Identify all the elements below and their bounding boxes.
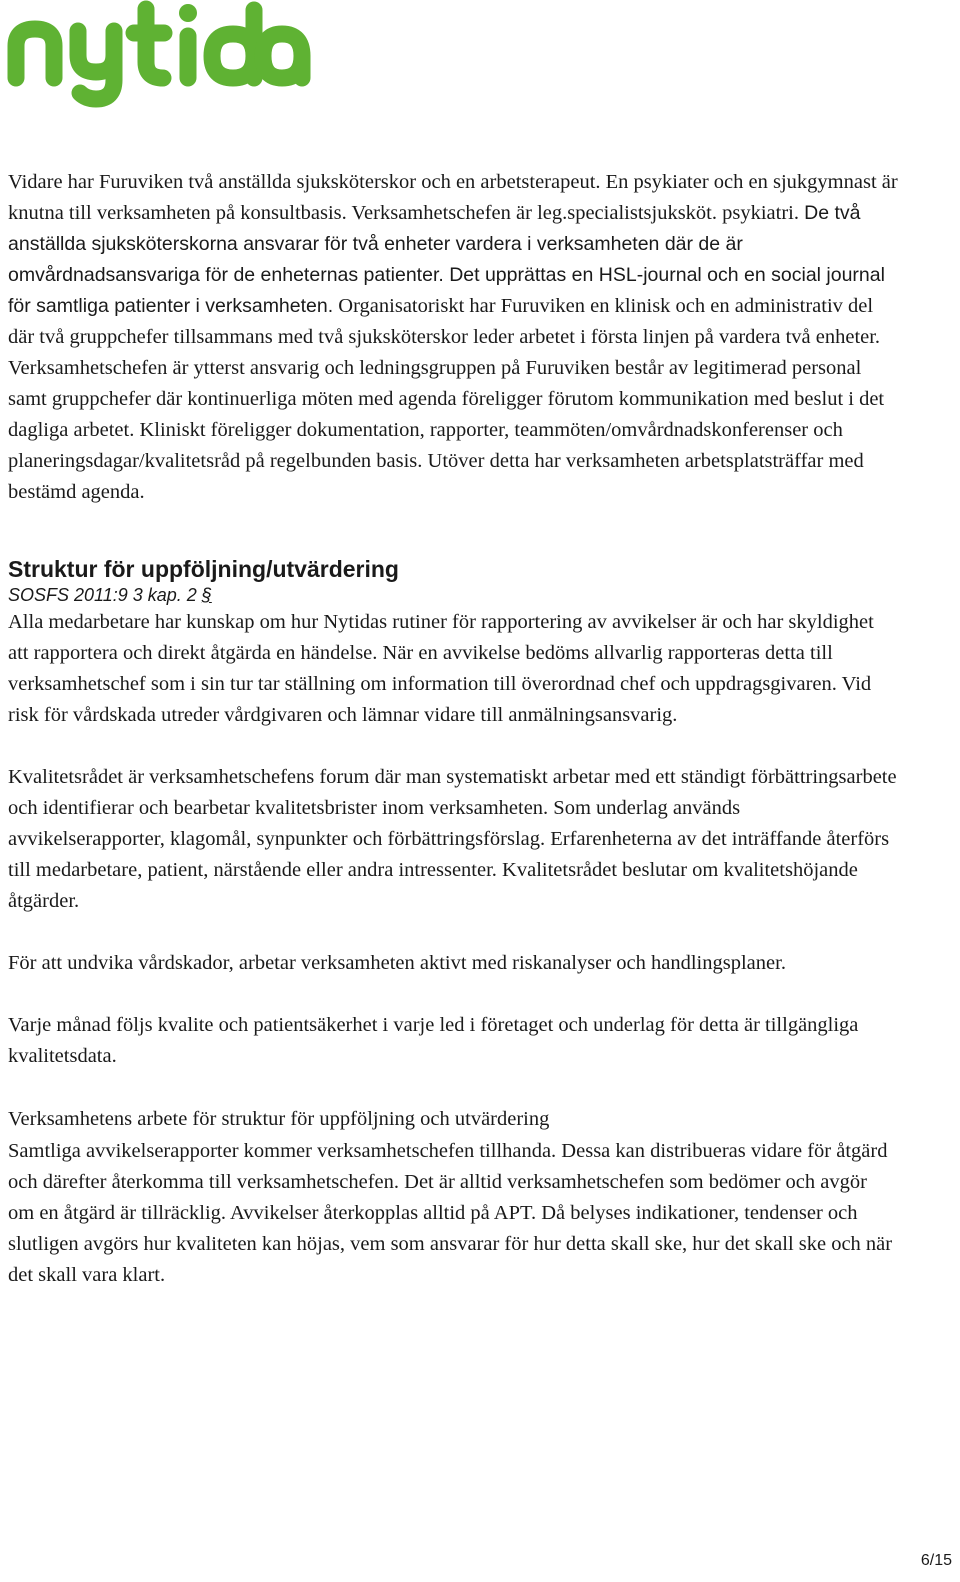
paragraph-staff-part4: Verksamhetschefen är ytterst ansvarig och ledningsgruppen på Furuviken består av legitimerad personal samt gruppchefer där kontinuerliga möten med agenda föreligger förutom kommunikation med beslut i det dagliga arbetet. Kliniskt föreligger dokumentation, rapporter, teammöten/omvårdnadskonferenser och planeringsdagar/kvalitetsråd på regelbunden basis. Utöver detta har verksamheten arbetsplatsträffar med bestämd agenda. [8, 357, 885, 503]
section-reference [8, 583, 898, 607]
paragraph-monthly-followup: Varje månad följs kvalite och patientsäkerhet i varje led i företaget och underlag för detta är tillgängliga kvalitetsdata. [8, 1014, 859, 1067]
paragraph-staff-part1: Vidare har Furuviken två anställda sjuksköterskor och en arbetsterapeut. En psykiater och en sjukgymnast är knutna till verksamheten på konsultbasis. Verksamhetschefen är leg.specialistsjuksköt. psykiatri. [8, 171, 898, 224]
reference-main: SOSFS 2011:9 3 kap. 2 [8, 585, 202, 605]
reference-symbol: § [201, 585, 212, 605]
nytida-logo [6, 0, 311, 112]
paragraph-reporting: Alla medarbetare har kunskap om hur Nytidas rutiner för rapportering av avvikelser är och har skyldighet att rapportera och direkt åtgärda en händelse. När en avvikelse bedöms allvarlig rapporteras detta till verksamhetschef som i sin tur tar ställning om information till överordnad chef och uppdragsgivaren. Vid risk för vårdskada utreder vårdgivaren och lämnar vidare till anmälningsansvarig. [8, 611, 874, 726]
paragraph-quality-council: Kvalitetsrådet är verksamhetschefens forum där man systematiskt arbetar med ett ständigt förbättringsarbete och identifierar och bearbetar kvalitetsbrister inom verksamheten. Som underlag används avvikelserapporter, klagomål, synpunkter och förbättringsförslag. Erfarenheterna av det inträffande återförs till medarbetare, patient, närstående eller andra intressenter. Kvalitetsrådet beslutar om kvalitetshöjande åtgärder. [8, 766, 897, 912]
paragraph-staff-part2: De två anställda sjuksköterskorna ansvarar för två enheter vardera i verksamheten där de är omvårdnadsansvariga för de enheternas patienter. Det upprättas en HSL-journal och en social journal för samtliga patienter i verksamheten. [8, 202, 885, 317]
document-content [8, 167, 898, 1291]
section-heading: Struktur för uppföljning/utvärdering [8, 556, 399, 582]
page-number: 6/15 [920, 1552, 952, 1569]
nytida-logo-icon [6, 0, 311, 112]
paragraph-risk-analysis: För att undvika vårdskador, arbetar verksamheten aktivt med riskanalyser och handlingsplaner. [8, 952, 786, 974]
paragraph-staff [8, 167, 898, 508]
paragraph-deviation-reports: Samtliga avvikelserapporter kommer verksamhetschefen tillhanda. Dessa kan distribueras vidare för åtgärd och därefter återkomma till verksamhetschefen. Det är alltid verksamhetschefen som bedömer och avgör om en åtgärd är tillräcklig. Avvikelser återkopplas alltid på APT. Då belyses indikationer, tendenser och slutligen avgörs hur kvaliteten kan höjas, vem som ansvarar för hur detta skall ske, hur det skall ske och när det skall vara klart. [8, 1140, 893, 1286]
subheading: Verksamhetens arbete för struktur för uppföljning och utvärdering [8, 1108, 550, 1130]
paragraph-staff-part3: Organisatoriskt har Furuviken en klinisk och en administrativ del där två gruppchefer tillsammans med två sjuksköterskor leder arbetet i första linjen på vardera två enheter. [8, 295, 881, 348]
